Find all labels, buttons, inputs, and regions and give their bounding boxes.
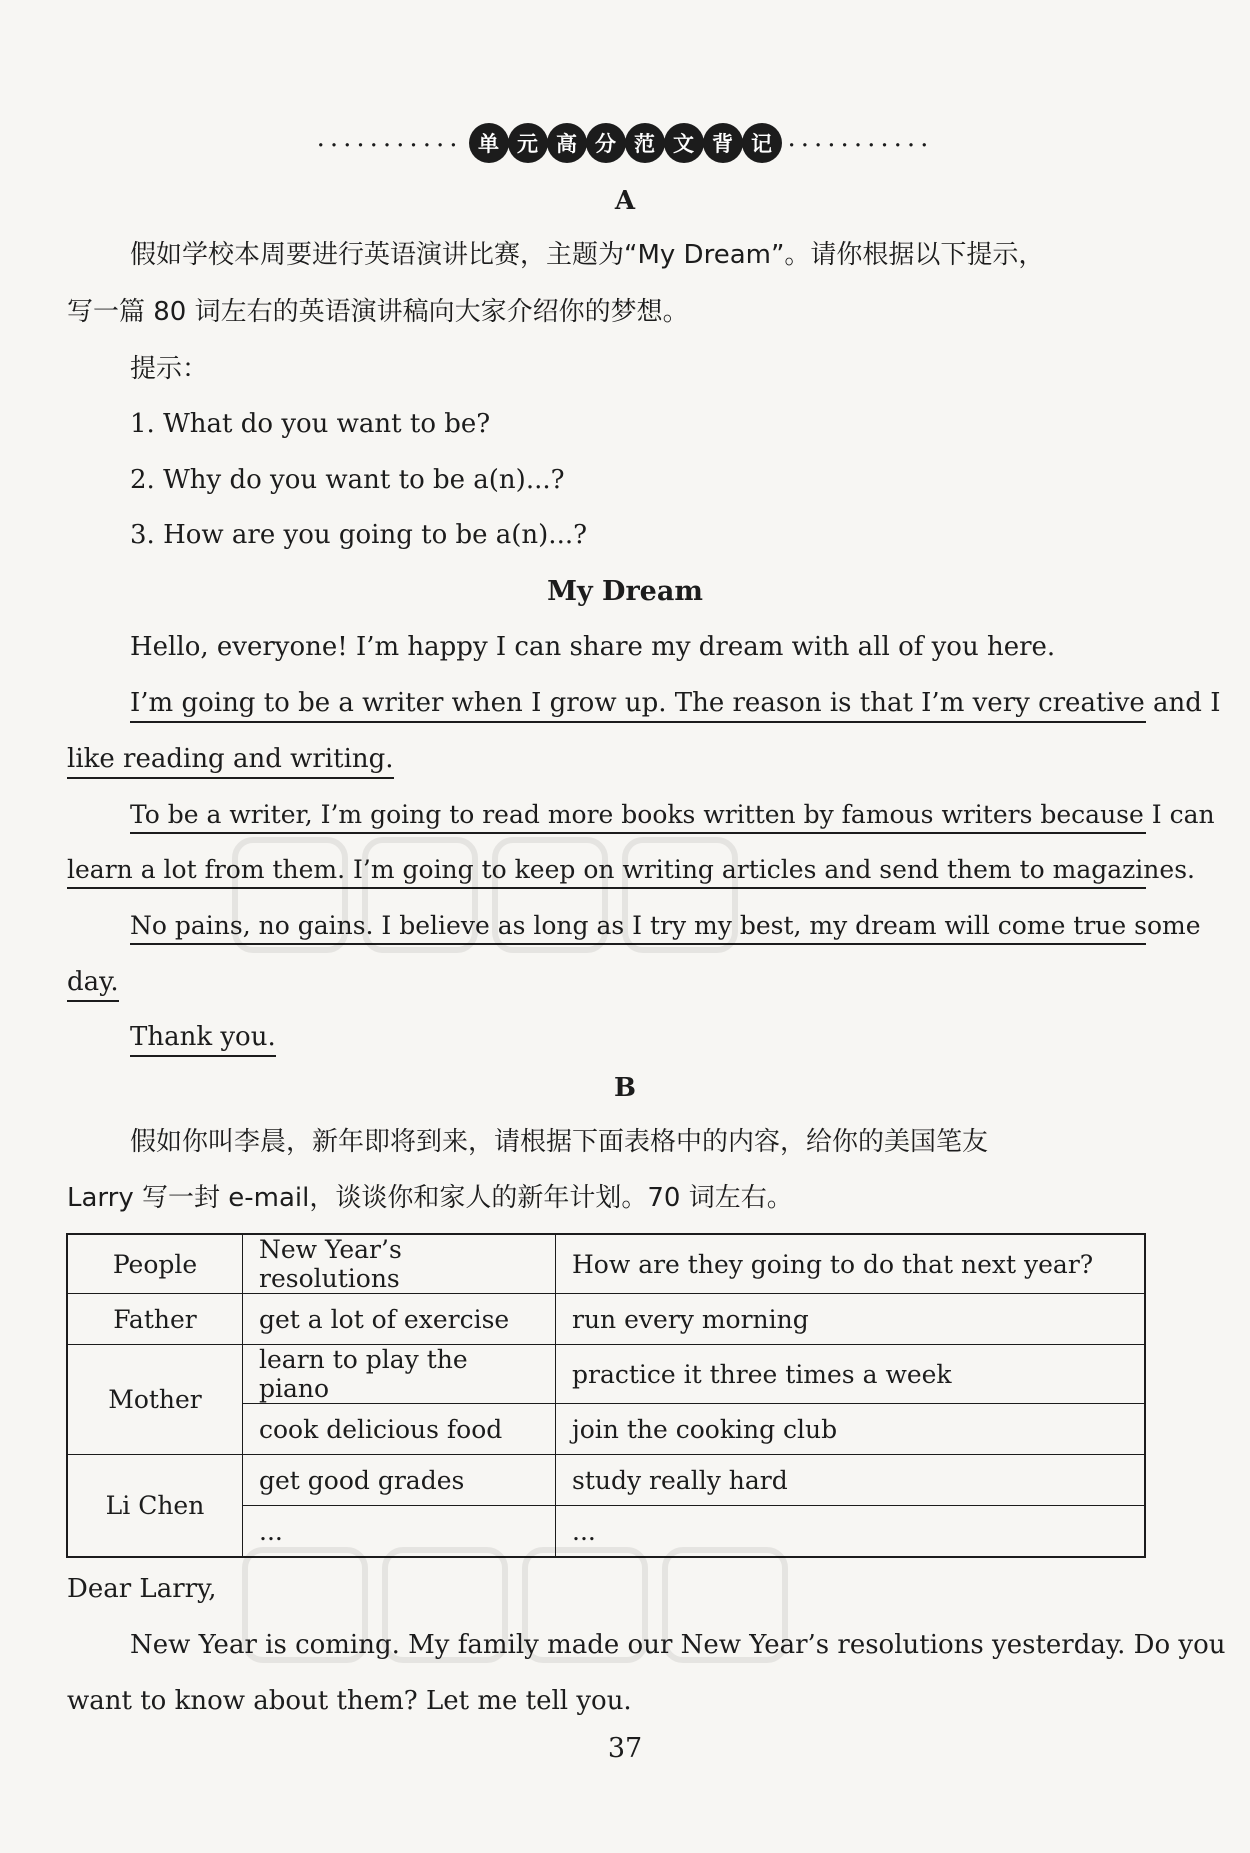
table-header-row (67, 1234, 1145, 1294)
banner-dots-left: ........... (316, 123, 463, 153)
table-cell-resolution: cook delicious food (243, 1404, 556, 1455)
hint-label: 提示： (130, 354, 209, 384)
page-number: 37 (607, 1733, 643, 1764)
banner-badges (471, 125, 780, 161)
essay-line-underlined: day. (67, 967, 119, 1002)
watermark-graphic (230, 820, 750, 970)
table-cell-resolution: learn to play the piano (243, 1345, 556, 1404)
section-b-heading: B (614, 1073, 636, 1103)
hint-item: 1. What do you want to be? (130, 409, 491, 439)
section-banner (0, 118, 1250, 168)
letter-line-text: New Year is coming. My family made our New Year’s resolutions yesterday. Do you (130, 1630, 1226, 1660)
table-cell-resolution: get a lot of exercise (243, 1294, 556, 1345)
resolutions-table (66, 1233, 1146, 1558)
section-a-heading: A (614, 186, 636, 216)
watermark-graphic (240, 1530, 800, 1680)
letter-greeting: Dear Larry, (67, 1574, 217, 1604)
table-row (67, 1455, 1145, 1506)
table-cell-plan: practice it three times a week (556, 1345, 1146, 1404)
table-cell-plan: study really hard (556, 1455, 1146, 1506)
section-b-prompt-line2: Larry 写一封 e-mail，谈谈你和家人的新年计划。70 词左右。 (67, 1183, 793, 1213)
banner-badge: 高 (549, 125, 585, 161)
table-cell-plan: ... (556, 1506, 1146, 1558)
section-b-prompt-line1: 假如你叫李晨，新年即将到来，请根据下面表格中的内容，给你的美国笔友 (130, 1127, 989, 1157)
essay-line: Hello, everyone! I’m happy I can share my dream with all of you here. (130, 632, 1056, 662)
table-header-cell: How are they going to do that next year? (556, 1234, 1146, 1294)
essay-line-underlined: No pains, no gains. I believe as long as I try my best, my dream will come true some (130, 911, 1146, 945)
section-a-prompt-line1: 假如学校本周要进行英语演讲比赛，主题为“My Dream”。请你根据以下提示， (130, 240, 1045, 270)
table-header-cell: People (67, 1234, 243, 1294)
table-row (67, 1345, 1145, 1404)
banner-badge: 文 (666, 125, 702, 161)
banner-badge: 单 (471, 125, 507, 161)
essay-line-underlined: learn a lot from them. I’m going to keep on writing articles and send them to magazines. (67, 855, 1146, 889)
table-cell-resolution: ... (243, 1506, 556, 1558)
letter-line: want to know about them? Let me tell you. (67, 1686, 632, 1716)
section-a-prompt-line2: 写一篇 80 词左右的英语演讲稿向大家介绍你的梦想。 (67, 297, 689, 327)
table-cell-person: Father (67, 1294, 243, 1345)
table-row (67, 1294, 1145, 1345)
essay-line-underlined: like reading and writing. (67, 744, 394, 779)
banner-badge: 记 (744, 125, 780, 161)
table-cell-resolution: get good grades (243, 1455, 556, 1506)
banner-dots-right: ........... (787, 123, 934, 153)
table-header-cell: New Year’s resolutions (243, 1234, 556, 1294)
essay-line-underlined: To be a writer, I’m going to read more books written by famous writers because I can (130, 800, 1146, 834)
banner-badge: 范 (627, 125, 663, 161)
essay-line-underlined (130, 688, 1221, 723)
essay-line-text: I’m going to be a writer when I grow up. The reason is that I’m very creative and I (130, 688, 1221, 718)
essay-line-underlined: Thank you. (130, 1022, 276, 1057)
banner-badge: 分 (588, 125, 624, 161)
table-cell-plan: run every morning (556, 1294, 1146, 1345)
essay-title: My Dream (547, 576, 703, 607)
banner-badge: 元 (510, 125, 546, 161)
hint-item: 2. Why do you want to be a(n)...? (130, 465, 565, 495)
banner-badge: 背 (705, 125, 741, 161)
table-cell-person: Mother (67, 1345, 243, 1455)
table-cell-plan: join the cooking club (556, 1404, 1146, 1455)
hint-item: 3. How are you going to be a(n)...? (130, 520, 588, 550)
table-cell-person: Li Chen (67, 1455, 243, 1558)
